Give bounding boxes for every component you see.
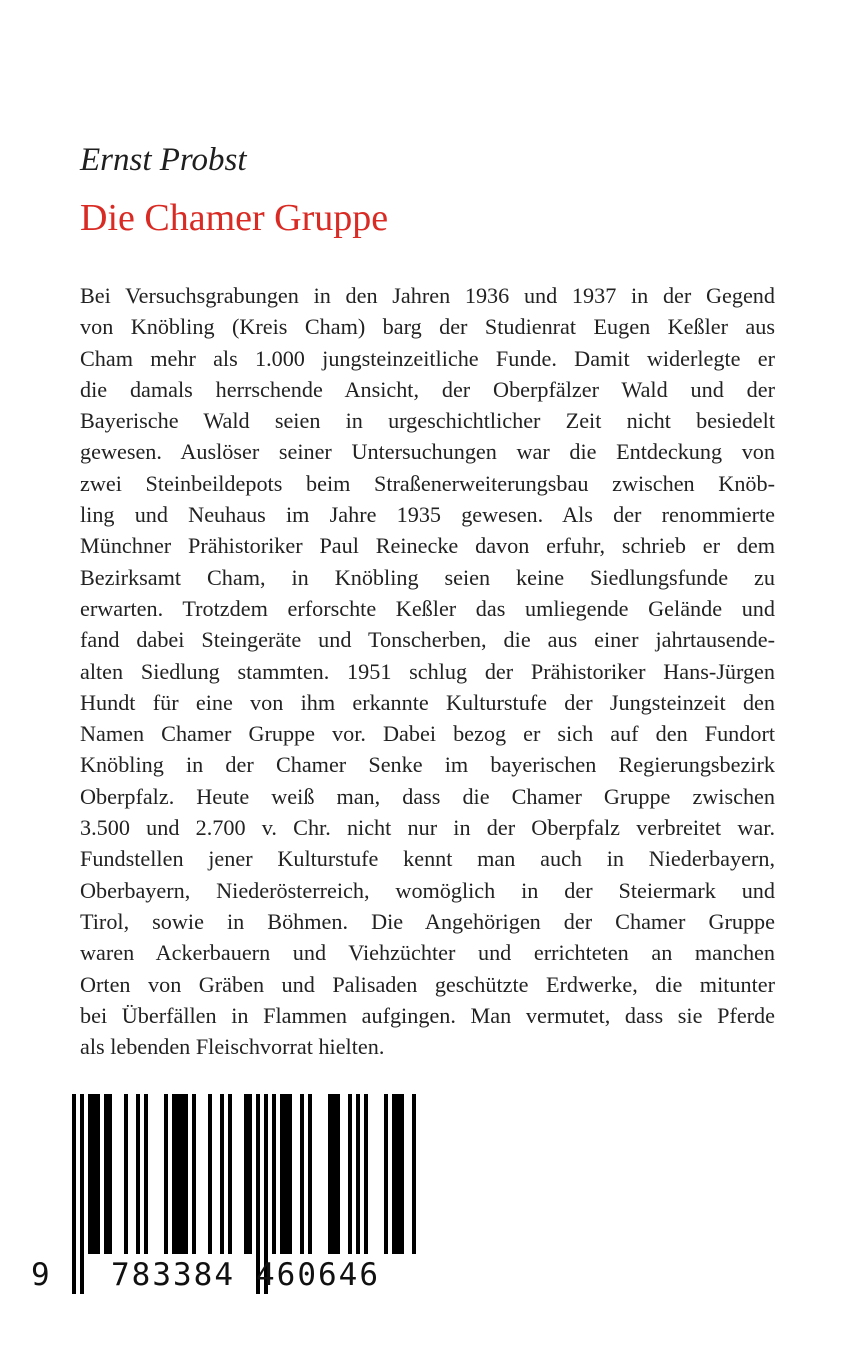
barcode-bar <box>412 1094 416 1254</box>
barcode-bar <box>328 1094 332 1254</box>
blurb-line: gewesen. Auslöser seiner Untersuchungen war die Entdeckung von <box>80 439 775 465</box>
author-name: Ernst Probst <box>80 142 247 178</box>
barcode-bar <box>332 1094 336 1254</box>
blurb-line: von Knöbling (Kreis Cham) barg der Studienrat Eugen Keßler aus <box>80 314 775 340</box>
blurb-line: Bei Versuchsgrabungen in den Jahren 1936 und 1937 in der Gegend <box>80 283 775 308</box>
blurb-line: Namen Chamer Gruppe vor. Dabei bezog er sich auf den Fundort <box>80 721 775 747</box>
blurb-line: Knöbling in der Chamer Senke im bayerischen Regierungsbezirk <box>80 752 775 778</box>
blurb-line: erwarten. Trotzdem erforschte Keßler das umliegende Gelände und <box>80 595 775 621</box>
barcode-bar <box>108 1094 112 1254</box>
blurb-line: fand dabei Steingeräte und Tonscherben, die aus einer jahrtausende- <box>80 627 775 653</box>
blurb-line: Bezirksamt Cham, in Knöbling seien keine Siedlungsfunde zu <box>80 564 775 590</box>
blurb-line: Münchner Prähistoriker Paul Reinecke davon erfuhr, schrieb er dem <box>80 533 775 559</box>
blurb-line: Oberbayern, Niederösterreich, womöglich in der Steiermark und <box>80 877 775 903</box>
blurb-line: Hundt für eine von ihm erkannte Kulturstufe der Jungsteinzeit den <box>80 689 775 715</box>
barcode-bar <box>244 1094 248 1254</box>
barcode-digit-lead: 9 <box>31 1257 52 1293</box>
barcode-bar <box>144 1094 148 1254</box>
blurb-line: Cham mehr als 1.000 jungsteinzeitliche Funde. Damit widerlegte er <box>80 345 775 371</box>
barcode-bar <box>96 1094 100 1254</box>
blurb-line: alten Siedlung stammten. 1951 schlug der Prähistoriker Hans-Jürgen <box>80 658 775 684</box>
barcode-bar <box>284 1094 288 1254</box>
barcode-bar <box>164 1094 168 1254</box>
barcode-bar <box>280 1094 284 1254</box>
barcode-bar <box>228 1094 232 1254</box>
barcode-bar <box>208 1094 212 1254</box>
blurb-text <box>80 280 775 1062</box>
barcode-bar <box>384 1094 388 1254</box>
barcode-bar <box>348 1094 352 1254</box>
blurb-line: die damals herrschende Ansicht, der Oberpfälzer Wald und der <box>80 376 775 402</box>
blurb-line: Tirol, sowie in Böhmen. Die Angehörigen der Chamer Gruppe <box>80 908 775 934</box>
barcode-bar <box>356 1094 360 1254</box>
barcode-bar <box>104 1094 108 1254</box>
book-title: Die Chamer Gruppe <box>80 197 389 239</box>
barcode-bar <box>248 1094 252 1254</box>
blurb-line: waren Ackerbauern und Viehzüchter und errichteten an manchen <box>80 940 775 966</box>
barcode-bar <box>392 1094 396 1254</box>
barcode-digits-right: 460646 <box>256 1257 380 1293</box>
barcode-bar <box>364 1094 368 1254</box>
barcode-bar <box>272 1094 276 1254</box>
blurb-line: bei Überfällen in Flammen aufgingen. Man vermutet, dass sie Pferde <box>80 1002 775 1028</box>
barcode-bar <box>124 1094 128 1254</box>
blurb-line: Fundstellen jener Kulturstufe kennt man auch in Niederbayern, <box>80 846 775 872</box>
barcode-bar <box>300 1094 304 1254</box>
blurb-line: als lebenden Fleischvorrat hielten. <box>80 1034 385 1060</box>
blurb-line: ling und Neuhaus im Jahre 1935 gewesen. Als der renommierte <box>80 502 775 528</box>
barcode-bar <box>180 1094 184 1254</box>
barcode-bar <box>136 1094 140 1254</box>
barcode-bar <box>308 1094 312 1254</box>
barcode-bar <box>172 1094 176 1254</box>
barcode-bar <box>396 1094 400 1254</box>
barcode-bar <box>88 1094 92 1254</box>
blurb-line: Bayerische Wald seien in urgeschichtlicher Zeit nicht besiedelt <box>80 408 775 434</box>
barcode-bar <box>336 1094 340 1254</box>
blurb-line: Oberpfalz. Heute weiß man, dass die Chamer Gruppe zwischen <box>80 783 775 809</box>
barcode-bar <box>176 1094 180 1254</box>
barcode-bar <box>192 1094 196 1254</box>
barcode-bar <box>400 1094 404 1254</box>
blurb-line: Orten von Gräben und Palisaden geschützte Erdwerke, die mitunter <box>80 971 775 997</box>
barcode-bar <box>92 1094 96 1254</box>
blurb-line: zwei Steinbeildepots beim Straßenerweiterungsbau zwischen Knöb- <box>80 470 775 496</box>
barcode-digits-left: 783384 <box>111 1257 235 1293</box>
barcode-bar <box>184 1094 188 1254</box>
blurb-line: 3.500 und 2.700 v. Chr. nicht nur in der Oberpfalz verbreitet war. <box>80 815 775 841</box>
barcode-bar <box>288 1094 292 1254</box>
barcode-bar <box>220 1094 224 1254</box>
barcode-digits <box>0 1257 420 1297</box>
